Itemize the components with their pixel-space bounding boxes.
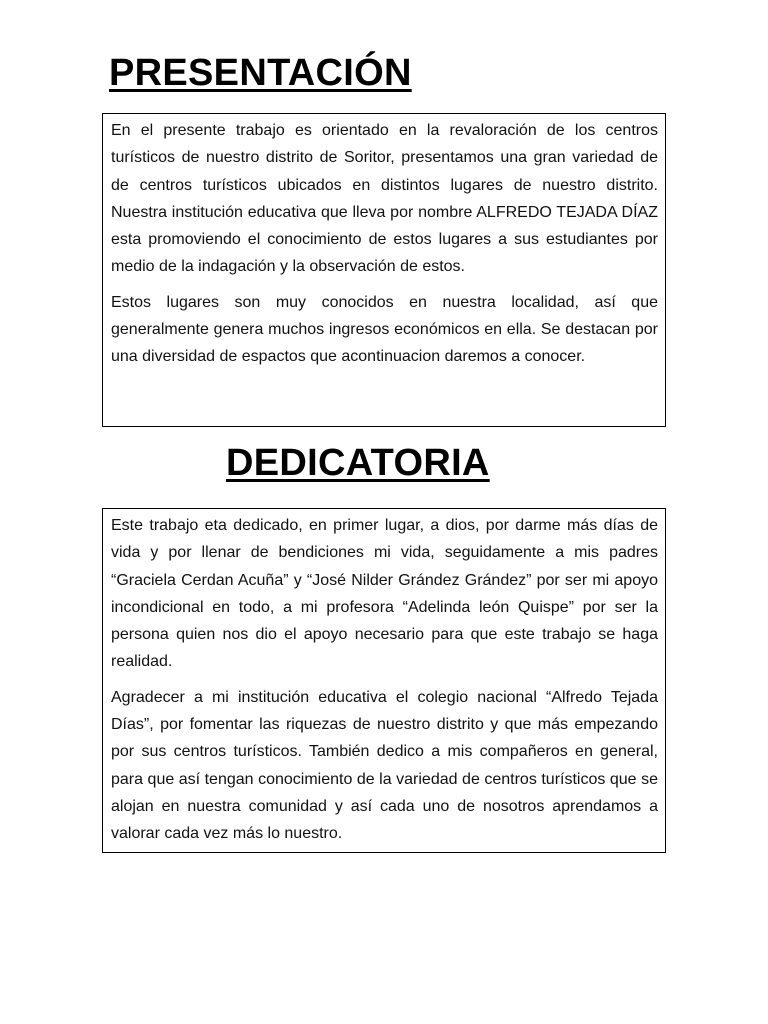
dedicatoria-text-box	[102, 508, 666, 853]
presentacion-paragraph-1: En el presente trabajo es orientado en la revaloración de los centros turísticos de nuestro distrito de Soritor, presentamos una gran variedad de de centros turísticos ubicados en distintos lugares de nuestro distrito. Nuestra institución educativa que lleva por nombre ALFREDO TEJADA DÍAZ esta promoviendo el conocimiento de estos lugares a sus estudiantes por medio de la indagación y la observación de estos.	[111, 122, 658, 276]
dedicatoria-heading: DEDICATORIA	[226, 442, 490, 484]
dedicatoria-paragraph-1: Este trabajo eta dedicado, en primer lugar, a dios, por darme más días de vida y por llenar de bendiciones mi vida, seguidamente a mis padres “Graciela Cerdan Acuña” y “José Nilder Grández Grández” por ser mi apoyo incondicional en todo, a mi profesora “Adelinda león Quispe” por ser la persona quien nos dio el apoyo necesario para que este trabajo se haga realidad.	[111, 517, 658, 671]
presentacion-heading: PRESENTACIÓN	[109, 52, 412, 94]
presentacion-paragraph-2: Estos lugares son muy conocidos en nuestra localidad, así que generalmente genera muchos ingresos económicos en ella. Se destacan por una diversidad de espactos que acontinuacion daremos a conocer.	[111, 293, 658, 366]
presentacion-text-box	[102, 113, 666, 427]
dedicatoria-paragraph-2: Agradecer a mi institución educativa el colegio nacional “Alfredo Tejada Días”, por fomentar las riquezas de nuestro distrito y que más empezando por sus centros turísticos. También dedico a mis compañeros en general, para que así tengan conocimiento de la variedad de centros turísticos que se alojan en nuestra comunidad y así cada uno de nosotros aprendamos a valorar cada vez más lo nuestro.	[111, 688, 658, 843]
